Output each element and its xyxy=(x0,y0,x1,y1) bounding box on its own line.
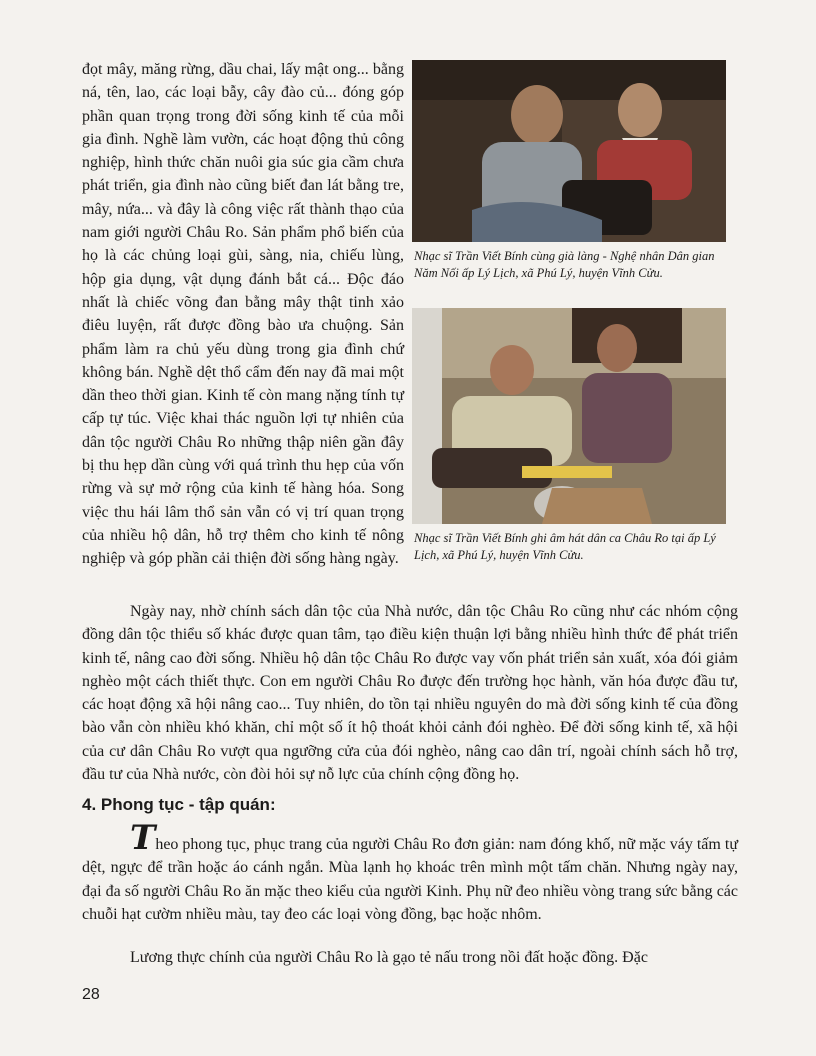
paragraph-text: Ngày nay, nhờ chính sách dân tộc của Nhà nước, dân tộc Châu Ro cũng như các nhóm cộng đồng dân tộc thiểu số khác được quan tâm, tạo điều kiện thuận lợi bằng nhiều hình thức để phát triển kinh tế, nâng cao đời sống. Nhiều hộ dân tộc Châu Ro được vay vốn phát triển sản xuất, xóa đói giảm nghèo một cách thiết thực. Con em người Châu Ro được đến trường học hành, văn hóa được đầu tư, các hoạt động xã hội nâng cao... Tuy nhiên, do tồn tại nhiều nguyên do mà đời sống kinh tế của đồng bào vẫn còn nhiều khó khăn, chỉ một số ít hộ thoát khỏi cảnh đói nghèo. Để đời sống kinh tế, xã hội của cư dân Châu Ro vượt qua ngưỡng cửa của đói nghèo, nâng cao dân trí, ngoài chính sách hỗ trợ, đầu tư của Nhà nước, còn đòi hỏi sự nỗ lực của chính cộng đồng họ. xyxy=(82,603,738,784)
paragraph-text: Lương thực chính của người Châu Ro là gạo tẻ nấu trong nồi đất hoặc đồng. Đặc xyxy=(130,949,648,966)
photo2-illustration xyxy=(412,308,726,524)
paragraph-customs xyxy=(82,818,738,926)
page-number: 28 xyxy=(82,986,100,1003)
photo2-caption: Nhạc sĩ Trần Viết Bính ghi âm hát dân ca Châu Ro tại ấp Lý Lịch, xã Phú Lý, huyện Vĩnh Cửu. xyxy=(414,531,716,562)
paragraph-food xyxy=(82,946,738,969)
photo1-caption: Nhạc sĩ Trần Viết Bính cùng già làng - Nghệ nhân Dân gian Năm Nối ấp Lý Lịch, xã Phú Lý, huyện Vĩnh Cửu. xyxy=(414,249,715,280)
drop-cap: T xyxy=(130,818,156,858)
photo1-illustration xyxy=(412,60,726,242)
left-column-paragraph: đọt mây, măng rừng, dầu chai, lấy mật ong... bằng ná, tên, lao, các loại bẫy, cây đào củ... đóng góp phần quan trọng trong đời sống kinh tế của mỗi gia đình. Nghề làm vườn, các hoạt động thủ công nghiệp, hình thức chăn nuôi gia súc gia cầm chưa phát triển, gia đình nào cũng biết đan lát bằng tre, mây, nứa... và đây là công việc rất thành thạo của nam giới người Châu Ro. Sản phẩm phổ biến của họ là các chủng loại gùi, sàng, nia, chiếu lùng, hộp gia dụng, vật dụng đánh bắt cá... Độc đáo nhất là chiếc võng đan bằng mây thật tinh xảo điêu luyện, rất được đồng bào ưa chuộng. Sản phẩm làm ra chủ yếu dùng trong gia đình chứ không bán. Nghề dệt thổ cẩm đến nay đã mai một dần theo thời gian. Kinh tế còn mang nặng tính tự cấp tự túc. Việc khai thác nguồn lợi tự nhiên của dân tộc người Châu Ro những thập niên gần đây bị thu hẹp dần cùng với quá trình thu hẹp của vốn rừng và sự mở rộng của kinh tế hàng hóa. Song việc thu hái lâm thổ sản vẫn có vị trí quan trọng của nhiều hộ dân, hỗ trợ thêm cho kinh tế nông nghiệp và góp phần cải thiện đời sống hàng ngày. xyxy=(82,61,404,568)
paragraph-economy-today xyxy=(82,600,738,786)
left-column-text xyxy=(82,58,404,571)
paragraph-text: heo phong tục, phục trang của người Châu Ro đơn giản: nam đóng khố, nữ mặc váy tấm tự dệt, ngực để trần hoặc áo cánh ngắn. Mùa lạnh họ khoác trên mình một tấm chăn. Nhưng ngày nay, đại đa số người Châu Ro ăn mặc theo kiểu của người Kinh. Phụ nữ đeo nhiều vòng trang sức bằng các chuỗi hạt cườm nhiều màu, tay đeo các loại vòng đồng, bạc hoặc nhôm. xyxy=(82,836,738,923)
photo-recording-folk-song xyxy=(412,308,726,524)
photo-musician-with-village-elder xyxy=(412,60,726,242)
section-heading: 4. Phong tục - tập quán: xyxy=(82,795,276,814)
